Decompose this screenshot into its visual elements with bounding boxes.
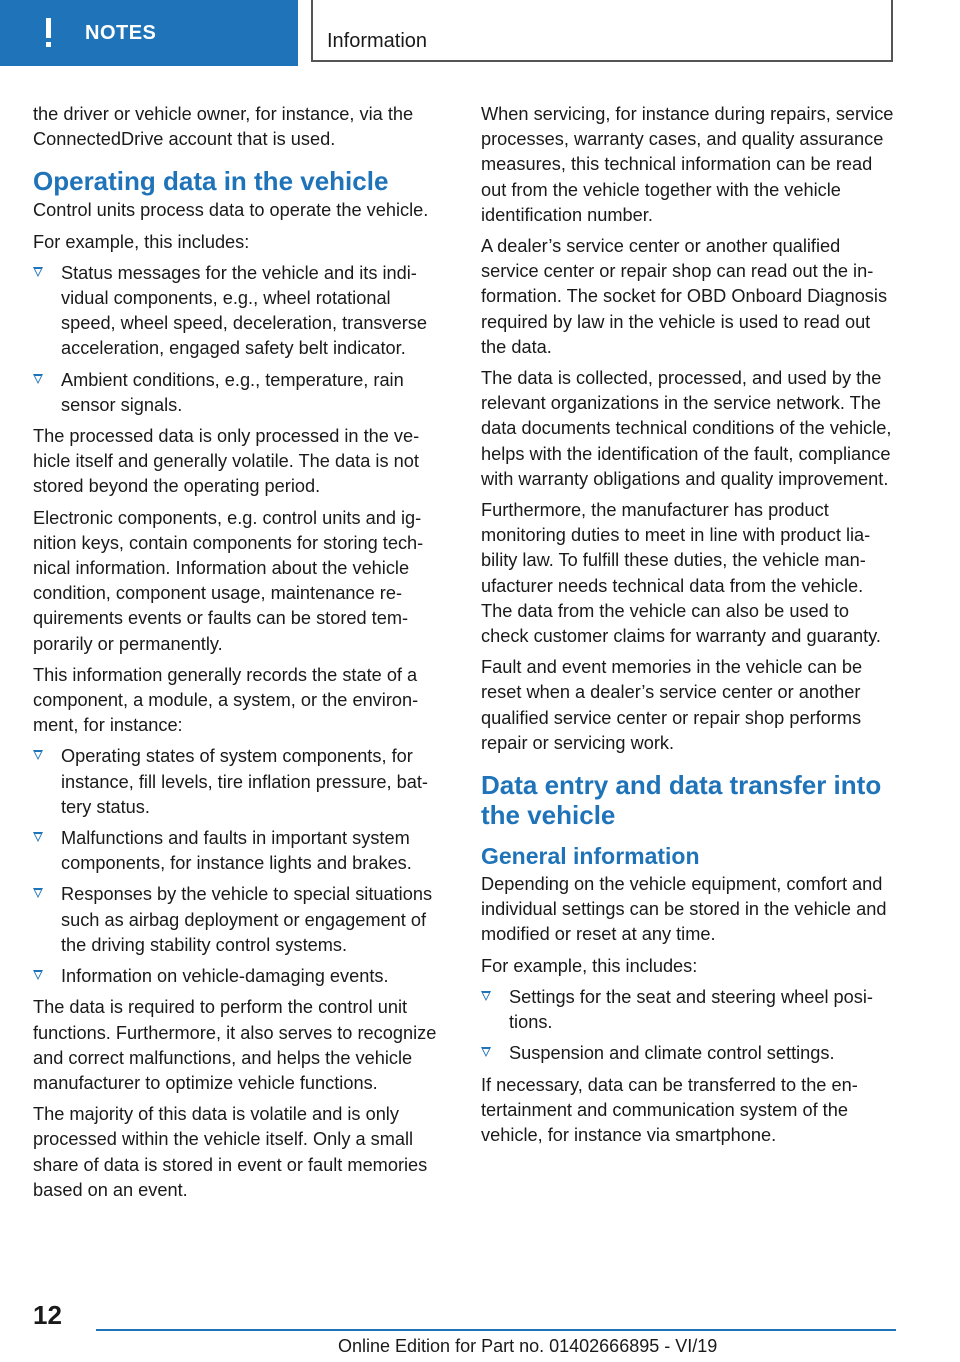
paragraph: Furthermore, the manufacturer has product monitoring duties to meet in line with product liability law. To fulfill these duties, the vehicle manufacturer needs technical data from the vehicle. The data from the vehicle can also be used to check customer claims for warranty and guaranty. <box>481 500 881 647</box>
triangle-bullet-icon <box>33 970 43 980</box>
paragraph: The data is required to perform the control unit functions. Furthermore, it also serves to recognize and correct malfunctions, and helps the vehicle manufacturer to optimize vehicle functions. <box>33 997 437 1093</box>
exclamation-icon <box>41 18 55 48</box>
chapter-title: Information <box>327 30 428 52</box>
paragraph: If necessary, data can be transferred to the entertainment and communication system of the vehicle, for instance via smartphone. <box>481 1074 858 1145</box>
paragraph: A dealer’s service center or another qualified service center or repair shop can read out the information. The socket for OBD Onboard Diagnosis required by law in the vehicle is used to read out the data. <box>481 236 888 357</box>
list-item: Ambient conditions, e.g., temperature, rain sensor signals. <box>33 368 448 418</box>
paragraph: Control units process data to operate the vehicle. <box>33 200 429 221</box>
subsection-heading: General information <box>481 843 700 870</box>
footer-divider <box>96 1329 896 1331</box>
bullet-list <box>33 744 448 989</box>
list-item: Information on vehicle-damaging events. <box>33 964 448 989</box>
triangle-bullet-icon <box>33 374 43 384</box>
list-item: Settings for the seat and steering wheel positions. <box>481 985 897 1035</box>
list-item: Operating states of system components, for instance, fill levels, tire inflation pressure, battery status. <box>33 744 448 820</box>
bullet-list <box>33 261 448 418</box>
triangle-bullet-icon <box>33 267 43 277</box>
section-heading: Operating data in the vehicle <box>33 166 389 197</box>
paragraph: The majority of this data is volatile and is only processed within the vehicle itself. Only a small share of data is stored in event or fault memories based on an event. <box>33 1104 428 1200</box>
triangle-bullet-icon <box>481 991 491 1001</box>
paragraph: For example, this includes: <box>33 231 250 252</box>
section-heading: Data entry and data transfer into the vehicle <box>481 770 882 831</box>
section-tab-label: NOTES <box>85 21 157 44</box>
triangle-bullet-icon <box>33 832 43 842</box>
chapter-box <box>311 0 893 62</box>
page-number: 12 <box>33 1300 62 1330</box>
section-tab <box>0 0 298 66</box>
paragraph: This information generally records the state of a component, a module, a system, or the environment, for instance: <box>33 664 419 736</box>
bullet-list <box>481 985 897 1067</box>
triangle-bullet-icon <box>481 1047 491 1057</box>
right-column <box>481 102 897 1154</box>
paragraph: Depending on the vehicle equipment, comfort and individual settings can be stored in the vehicle and modified or reset at any time. <box>481 874 887 945</box>
edition-footer: Online Edition for Part no. 01402666895 - VI/19 <box>338 1336 718 1356</box>
triangle-bullet-icon <box>33 888 43 898</box>
list-item: Responses by the vehicle to special situations such as airbag deployment or engagement of the driving stability control systems. <box>33 882 448 958</box>
page-header <box>0 0 960 66</box>
paragraph: For example, this includes: <box>481 955 698 976</box>
triangle-bullet-icon <box>33 750 43 760</box>
paragraph: The processed data is only processed in the vehicle itself and generally volatile. The data is not stored beyond the operating period. <box>33 426 420 497</box>
paragraph: When servicing, for instance during repairs, service processes, warranty cases, and quality assurance measures, this technical information can be read out from the vehicle together with the vehicle identification number. <box>481 104 894 225</box>
paragraph: The data is collected, processed, and used by the relevant organizations in the service network. The data documents technical conditions of the vehicle, helps with the identification of the fault, compliance with warranty obligations and quality improvement. <box>481 368 892 489</box>
paragraph: Fault and event memories in the vehicle can be reset when a dealer’s service center or another qualified service center or repair shop performs repair or servicing work. <box>481 657 863 753</box>
list-item: Status messages for the vehicle and its individual components, e.g., wheel rotational speed, wheel speed, deceleration, transverse acceleration, engaged safety belt indicator. <box>33 261 448 362</box>
paragraph: Electronic components, e.g. control units and ignition keys, contain components for storing technical information. Information about the vehicle condition, component usage, maintenance requirements events or faults can be stored temporarily or permanently. <box>33 507 424 654</box>
list-item: Suspension and climate control settings. <box>481 1041 897 1066</box>
paragraph: the driver or vehicle owner, for instance, via the ConnectedDrive account that is used. <box>33 104 414 150</box>
left-column <box>33 102 448 1209</box>
list-item: Malfunctions and faults in important system components, for instance lights and brakes. <box>33 826 448 876</box>
